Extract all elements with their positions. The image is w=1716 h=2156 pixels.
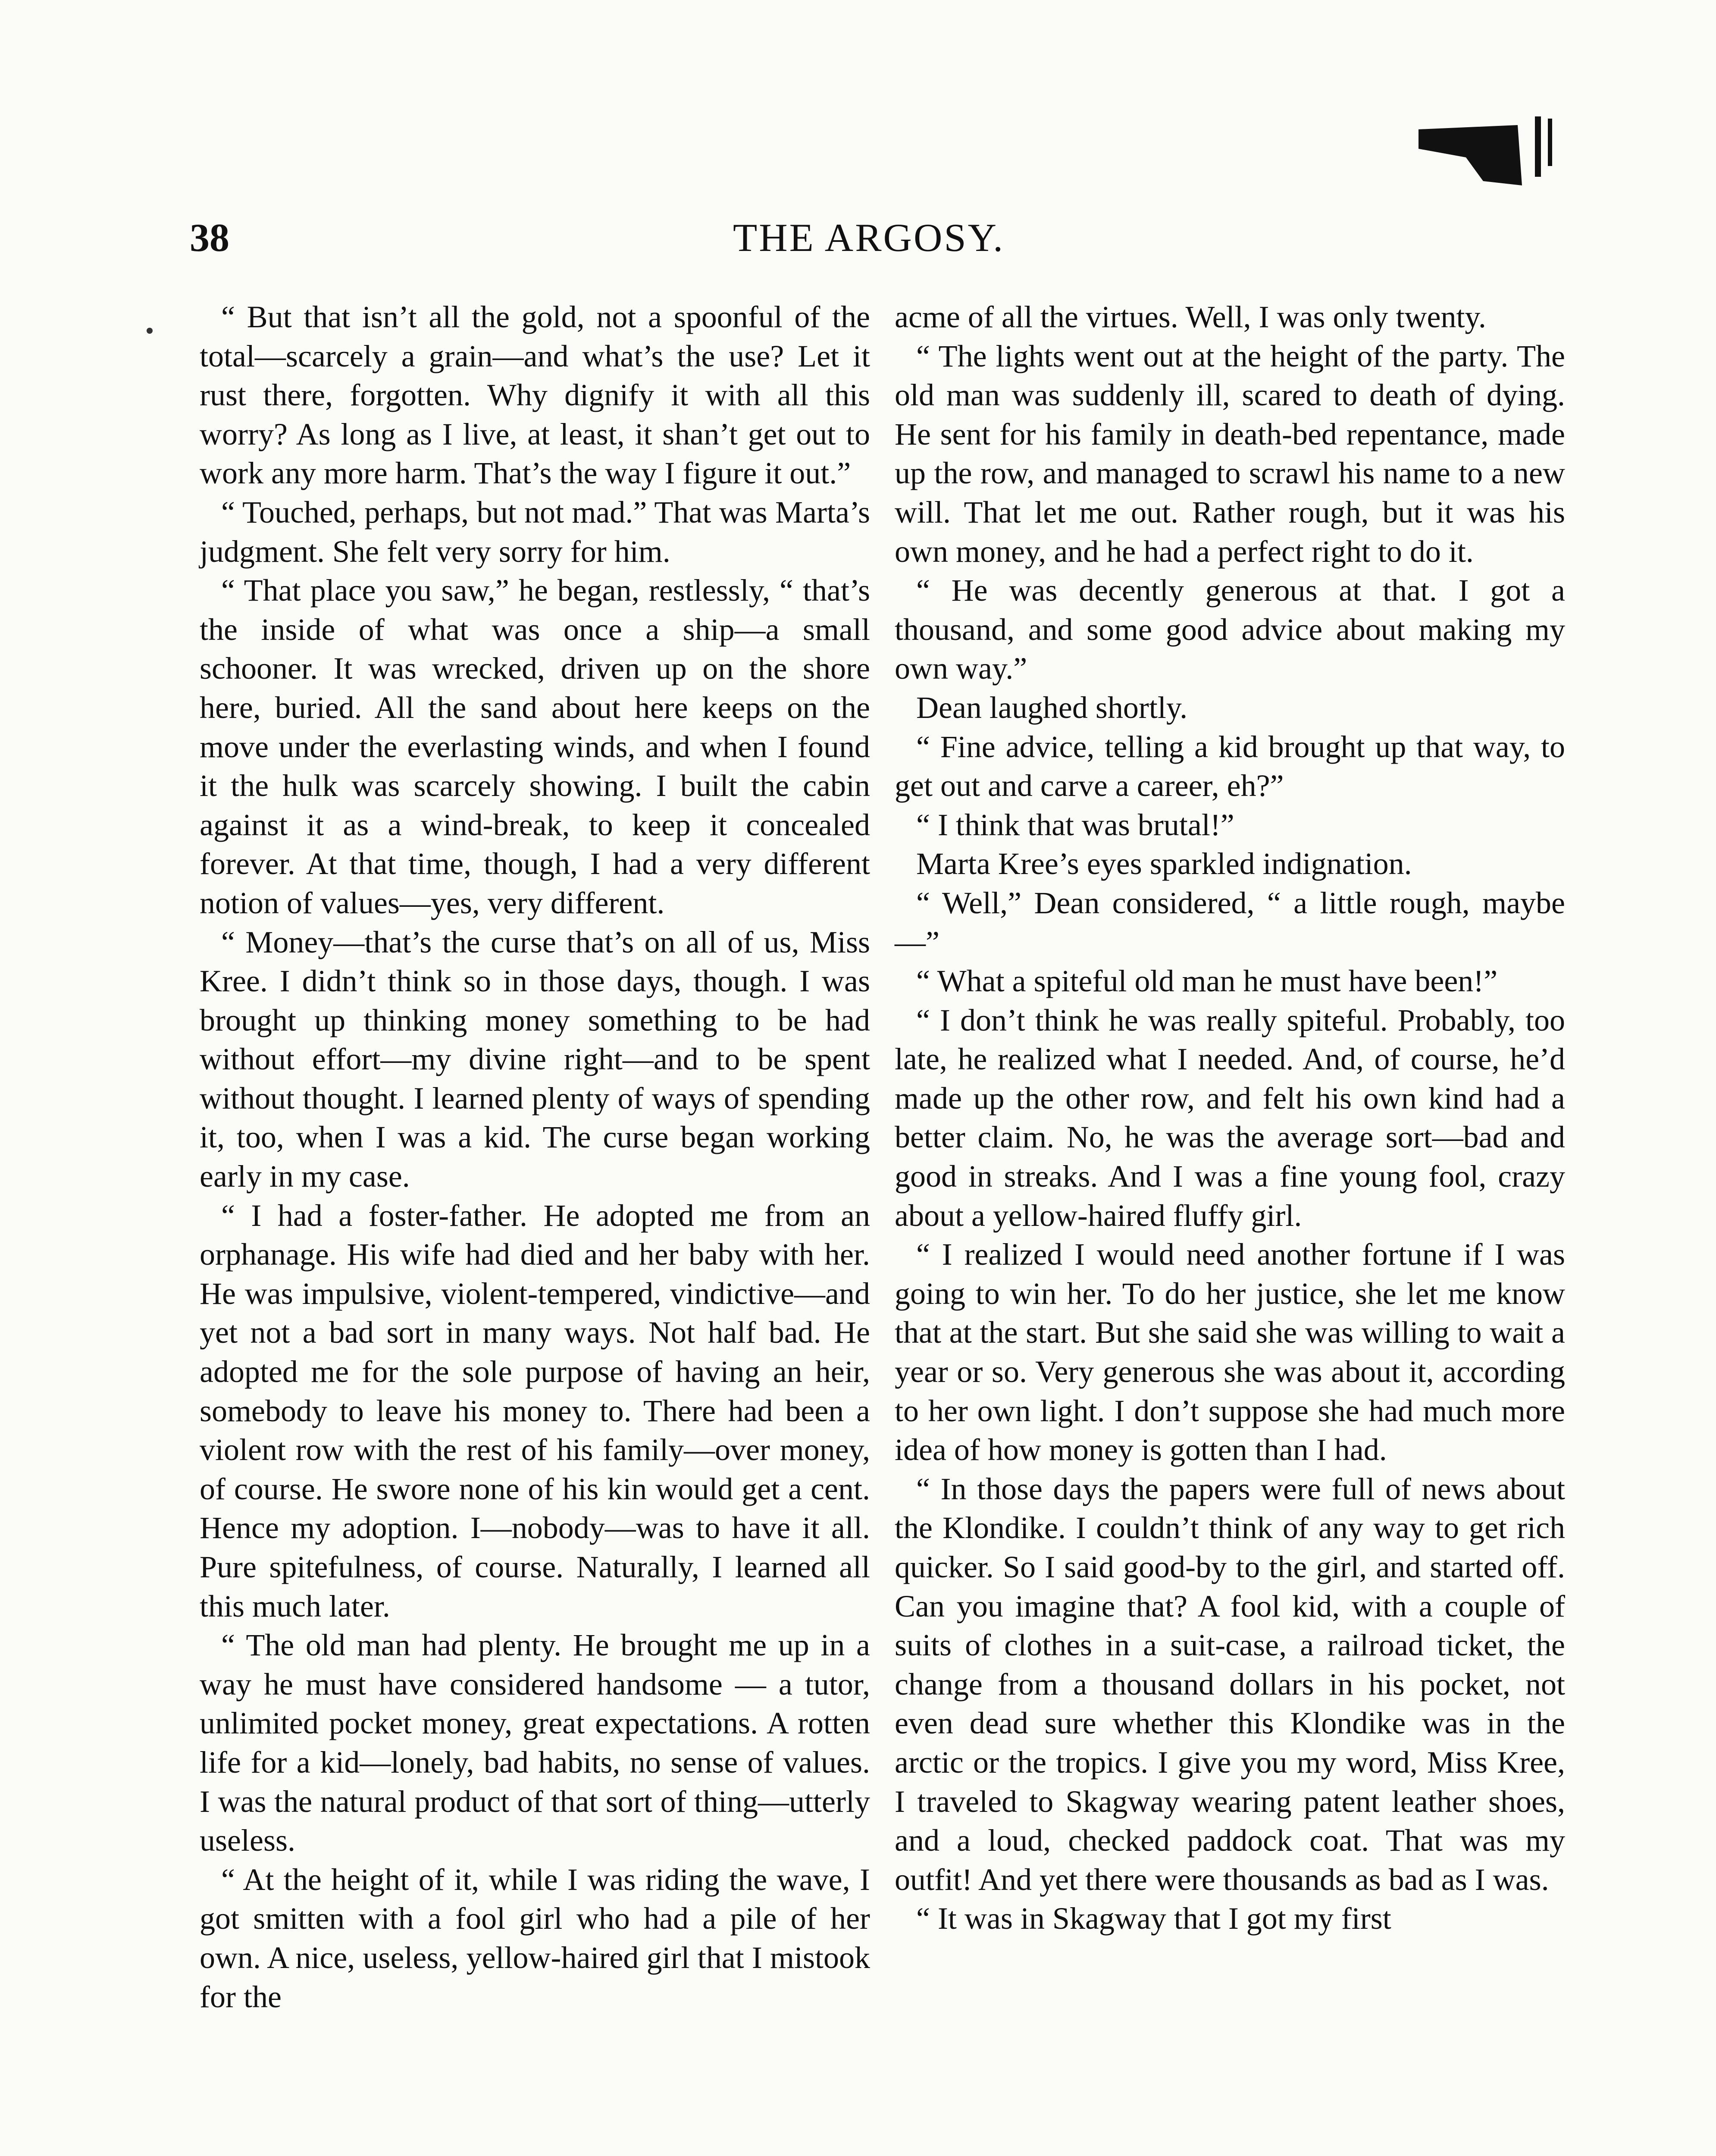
paragraph: “ Fine advice, telling a kid brought up that way, to get out and carve a career, eh?” xyxy=(895,729,1565,803)
paragraph: “ I think that was brutal!” xyxy=(916,807,1234,842)
paragraph: “ I don’t think he was really spiteful. Probably, too late, he realized what I needed. And, of course, he’d made up the other row, and felt his own kind had a better claim. No, he was the average sort—bad and good in streaks. And I was a fine young fool, crazy about a yellow-haired fluffy girl. xyxy=(895,1003,1565,1233)
scan-artifact-mark xyxy=(1419,116,1574,185)
paragraph: “ The lights went out at the height of the party. The old man was suddenly ill, scared to death of dying. He sent for his family in death-bed repentance, made up the row, and managed to scrawl his name to a new will. That let me out. Rather rough, but it was his own money, and he had a perfect right to do it. xyxy=(895,338,1565,569)
paragraph: “ What a spiteful old man he must have been!” xyxy=(916,964,1498,999)
paragraph: “ In those days the papers were full of news about the Klondike. I couldn’t think of any way to get rich quicker. So I said good-by to the girl, and started off. Can you imagine that? A fool kid, with a couple of suits of clothes in a suit-case, a railroad ticket, the change from a thousand dollars in his pocket, not even dead sure whether this Klondike was in the arctic or the tropics. I give you my word, Miss Kree, I traveled to Skagway wearing patent leather shoes, and a loud, checked paddock coat. That was my outfit! And yet there were thousands as bad as I was. xyxy=(895,1471,1565,1897)
paragraph: Marta Kree’s eyes sparkled indignation. xyxy=(916,846,1412,881)
paragraph: Dean laughed shortly. xyxy=(916,690,1188,725)
running-head-title: THE ARGOSY. xyxy=(733,216,1005,260)
paragraph: “ I realized I would need another fortune if I was going to win her. To do her justice, she let me know that at the start. But she said she was willing to wait a year or so. Very generous she was about it, according to her own light. I don’t suppose she had much more idea of how money is gotten than I had. xyxy=(895,1237,1565,1467)
right-column xyxy=(895,298,1565,1938)
paragraph: “ Well,” Dean considered, “ a little rough, maybe—” xyxy=(895,885,1565,959)
page-number: 38 xyxy=(190,216,229,260)
left-column xyxy=(200,298,870,2016)
paragraph: “ But that isn’t all the gold, not a spoonful of the total—scarcely a grain—and what’s the use? Let it rust there, forgotten. Why dignify it with all this worry? As long as I live, at least, it shan’t get out to work any more harm. That’s the way I figure it out.” xyxy=(200,300,870,491)
paragraph: “ Money—that’s the curse that’s on all of us, Miss Kree. I didn’t think so in those days, though. I was brought up thinking money something to be had without effort—my divine right—and to be spent without thought. I learned plenty of ways of spending it, too, when I was a kid. The curse began working early in my case. xyxy=(200,924,870,1194)
paragraph: “ At the height of it, while I was riding the wave, I got smitten with a fool girl who had a pile of her own. A nice, useless, yellow-haired girl that I mistook for the xyxy=(200,1862,870,2014)
paragraph: “ I had a foster-father. He adopted me from an orphanage. His wife had died and her baby with her. He was impulsive, violent-tempered, vindictive—and yet not a bad sort in many ways. Not half bad. He adopted me for the sole purpose of having an heir, somebody to leave his money to. There had been a violent row with the rest of his family—over money, of course. He swore none of his kin would get a cent. Hence my adoption. I—nobody—was to have it all. Pure spitefulness, of course. Naturally, I learned all this much later. xyxy=(200,1198,870,1623)
paragraph: acme of all the virtues. Well, I was only twenty. xyxy=(895,300,1486,334)
paragraph: “ The old man had plenty. He brought me up in a way he must have considered handsome — a tutor, unlimited pocket money, great expectations. A rotten life for a kid—lonely, bad habits, no sense of values. I was the natural product of that sort of thing—utterly useless. xyxy=(200,1628,870,1858)
paragraph: “ That place you saw,” he began, restlessly, “ that’s the inside of what was once a ship—a small schooner. It was wrecked, driven up on the shore here, buried. All the sand about here keeps on the move under the everlasting winds, and when I found it the hulk was scarcely showing. I built the cabin against it as a wind-break, to keep it concealed forever. At that time, though, I had a very different notion of values—yes, very different. xyxy=(200,573,870,920)
scan-speck xyxy=(147,328,153,334)
paragraph: “ Touched, perhaps, but not mad.” That was Marta’s judgment. She felt very sorry for him. xyxy=(200,495,870,569)
paragraph: “ He was decently generous at that. I got a thousand, and some good advice about making my own way.” xyxy=(895,573,1565,686)
paragraph: “ It was in Skagway that I got my first xyxy=(916,1901,1391,1936)
